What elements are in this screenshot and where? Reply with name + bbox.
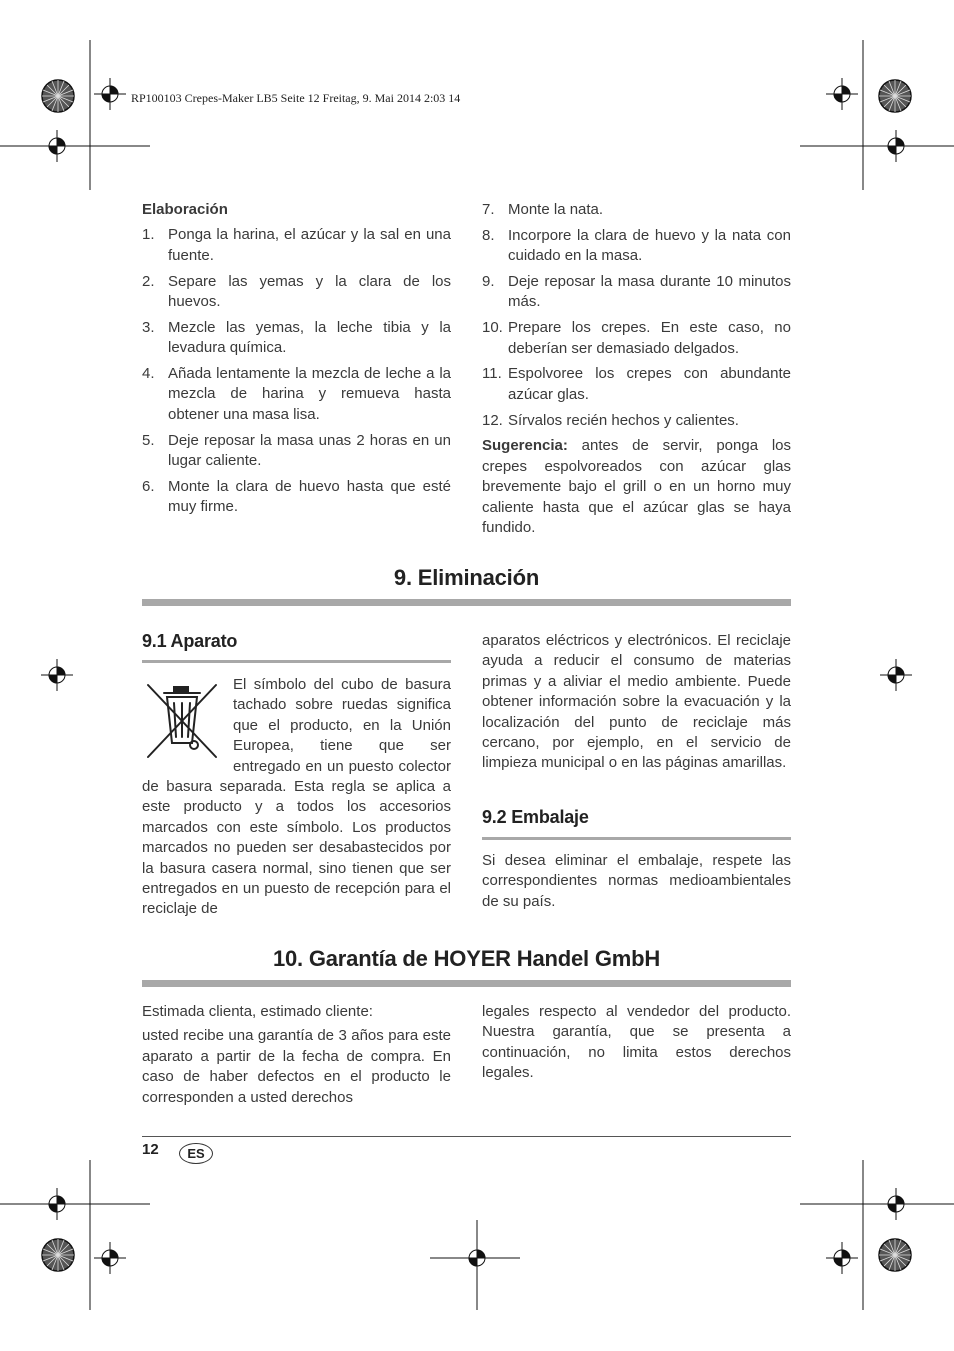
language-badge: ES (179, 1143, 213, 1164)
section-10-left-column (142, 1002, 451, 1108)
section-10-paragraph-right: legales respecto al vendedor del producto. Nuestra garantía, que se presenta a continuación, no limita estos derechos legales. (482, 1003, 791, 1082)
list-item: 12. Sírvalos recién hechos y calientes. (482, 411, 739, 429)
section-10-bar (142, 980, 791, 987)
print-header: RP100103 Crepes-Maker LB5 Seite 12 Freitag, 9. Mai 2014 2:03 14 (131, 91, 461, 105)
tip-label: Sugerencia: (482, 437, 568, 455)
section-9-2-paragraph: Si desea eliminar el embalaje, respete las correspondientes normas medioambientales de su país. (482, 852, 791, 910)
list-item: 3. Mezcle las yemas, la leche tibia y la levadura química. (142, 318, 451, 357)
greeting: Estimada clienta, estimado cliente: (142, 1003, 373, 1020)
section-9-1-paragraph-right: aparatos eléctricos y electrónicos. El reciclaje ayuda a reducir el consumo de materias primas y a aliviar el medio ambiente. Puede obtener información sobre la evacuación y la localización del punto de reciclaje más cercano, por ejemplo, en el servicio de limpieza municipal o en las páginas amarillas. (482, 632, 791, 772)
icon-float-spacer (142, 675, 233, 768)
subsection-9-1-rule (142, 660, 451, 663)
section-10-paragraph-left: usted recibe una garantía de 3 años para este aparato a partir de la fecha de compra. En caso de haber defectos en el producto le corresponden a usted derechos (142, 1027, 451, 1106)
list-item: 9. Deje reposar la masa durante 10 minutos más. (482, 273, 791, 311)
tip-text: antes de servir, ponga los crepes espolvoreados con azúcar glas brevemente bajo el grill o en un horno muy caliente hasta que el azúcar glas se haya fundido. (482, 437, 791, 537)
list-item: 8. Incorpore la clara de huevo y la nata con cuidado en la masa. (482, 226, 791, 265)
list-item: 7. Monte la nata. (482, 201, 604, 218)
footer-rule (142, 1136, 791, 1137)
subsection-9-1-title: 9.1 Aparato (142, 631, 238, 651)
elaboracion-heading: Elaboración (142, 201, 228, 218)
list-item: 6. Monte la clara de huevo hasta que esté muy firme. (142, 477, 451, 516)
tip-paragraph (482, 436, 791, 538)
list-item: 11. Espolvoree los crepes con abundante azúcar glas. (482, 365, 791, 403)
section-9-title: 9. Eliminación (393, 565, 540, 590)
subsection-9-2-title: 9.2 Embalaje (482, 807, 589, 827)
list-item: 4. Añada lentamente la mezcla de leche a la mezcla de harina y remueva hasta obtener una masa lisa. (142, 365, 451, 423)
steps-list-left (142, 225, 451, 517)
subsection-9-2-rule (482, 837, 791, 840)
section-9-1-left-column (142, 675, 451, 920)
section-10-right-column (482, 1002, 791, 1084)
list-item: 10. Prepare los crepes. En este caso, no deberían ser demasiado delgados. (482, 319, 791, 357)
section-9-2-column (482, 851, 791, 912)
section-9-bar (142, 599, 791, 606)
list-item: 2. Separe las yemas y la clara de los huevos. (142, 272, 451, 311)
page-number: 12 (142, 1141, 159, 1158)
list-item: 1. Ponga la harina, el azúcar y la sal en una fuente. (142, 226, 451, 264)
section-9-1-paragraph-left: El símbolo del cubo de basura tachado sobre ruedas significa que el producto, en la Unión Europea, tiene que ser entregado en un puesto colector de basura separada. Esta regla se aplica a este producto y a todos los accesorios marcados con este símbolo. Los productos marcados no pueden ser desabastecidos por la basura casera normal, sino tienen que ser entregados en un puesto de recepción para el reciclaje de (142, 676, 451, 918)
list-item: 5. Deje reposar la masa unas 2 horas en un lugar caliente. (142, 431, 451, 470)
section-9-1-right-column (482, 631, 791, 774)
elaboracion-right-column (482, 200, 791, 538)
steps-list-right (482, 200, 791, 431)
section-10-title: 10. Garantía de HOYER Handel GmbH (272, 946, 661, 971)
elaboracion-left-column (142, 200, 451, 523)
